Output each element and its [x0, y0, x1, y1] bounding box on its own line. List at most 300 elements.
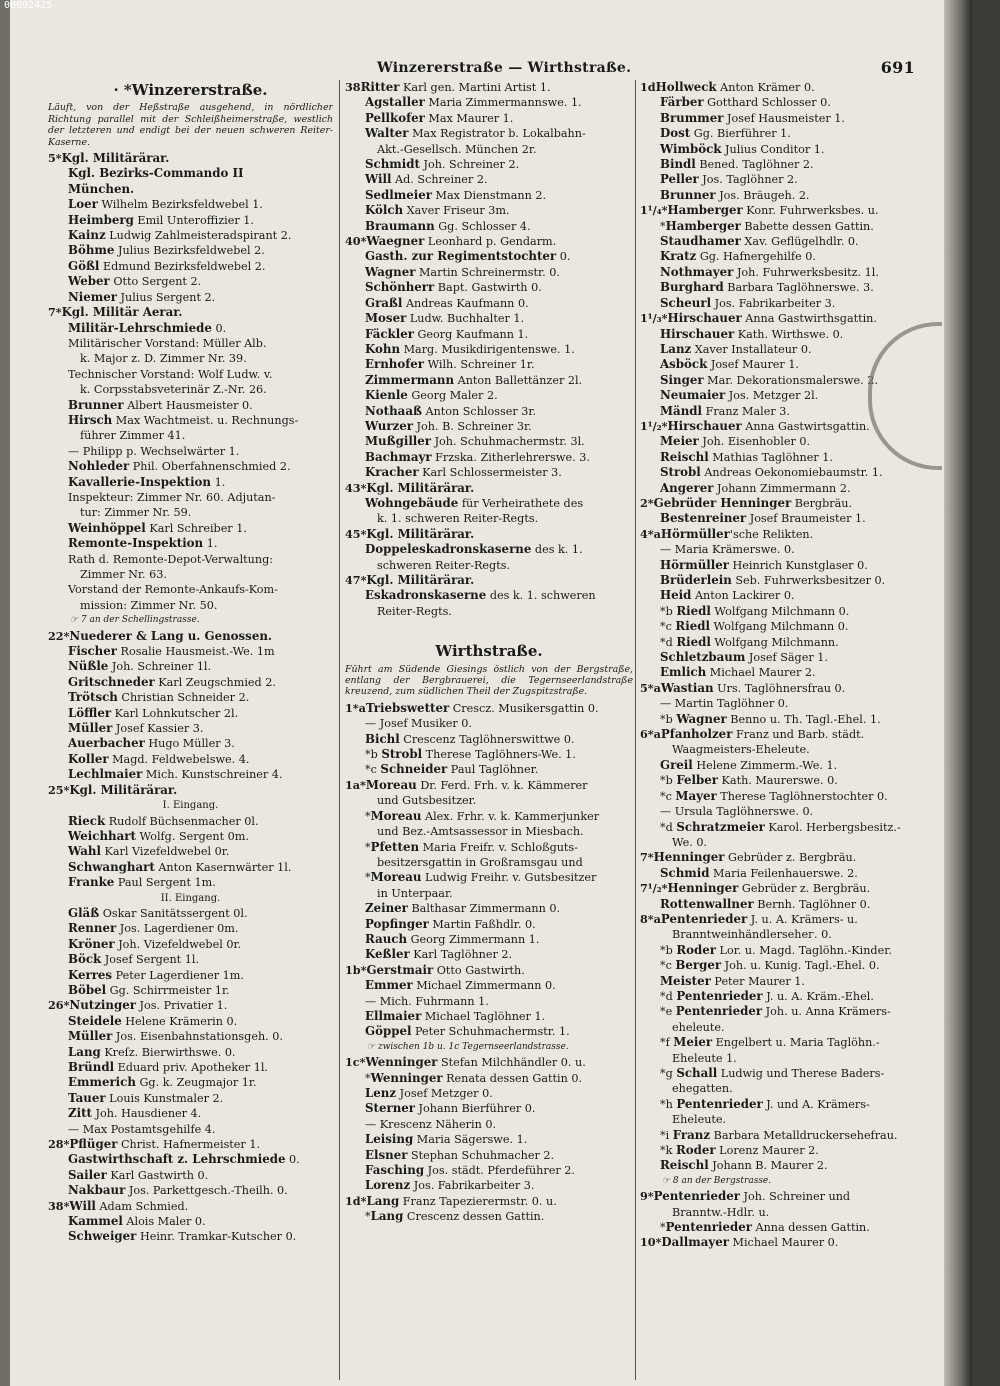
directory-entry [345, 434, 633, 449]
resident-name: Kgl. Bezirks-Commando II [68, 166, 244, 181]
resident-name: Strobl [660, 465, 701, 480]
resident-name: Ellmaier [365, 1008, 422, 1023]
resident-name: Leising [365, 1132, 414, 1147]
entry-detail: * [365, 809, 371, 823]
directory-entry [640, 450, 932, 465]
resident-name: Henninger [653, 850, 725, 865]
directory-entry [640, 481, 932, 496]
house-number: 5* [48, 151, 62, 166]
entry-detail: *c [365, 763, 381, 777]
directory-entry [345, 265, 633, 280]
directory-entry [640, 203, 932, 218]
column-middle [345, 80, 633, 1376]
house-number: 8*a [640, 911, 661, 926]
resident-name: Pentenrieder [676, 988, 763, 1003]
directory-entry [640, 511, 932, 526]
house-number: 7* [48, 305, 62, 320]
directory-entry [640, 665, 932, 680]
entry-detail: Julius Bezirksfeldwebel 2. [114, 244, 265, 258]
directory-entry [345, 373, 633, 388]
entry-detail: * [365, 871, 371, 885]
resident-name: Moreau [365, 777, 417, 792]
entry-detail: Gg. Hafnergehilfe 0. [696, 250, 816, 264]
street-heading: · *Winzererstraße. [113, 81, 268, 99]
entry-detail: Peter Lagerdiener 1m. [112, 968, 244, 982]
directory-entry [640, 588, 932, 603]
directory-entry [345, 481, 633, 496]
directory-entry [48, 675, 333, 690]
street-description: Läuft, von der Heßstraße ausgehend, in nördlicher Richtung parallel mit der Schleißheimerstraße, westlich der letzteren und endigt bei der neuen schweren Reiter-Kaserne. [48, 102, 333, 148]
resident-name: Singer [660, 372, 704, 387]
resident-name: Scheurl [660, 295, 712, 310]
directory-entry [345, 249, 633, 264]
directory-entry [48, 459, 333, 474]
entry-detail: Joh. Eisenhobler 0. [698, 435, 811, 449]
resident-name: Meier [660, 434, 699, 449]
house-number: 22* [48, 628, 70, 643]
directory-entry [345, 886, 633, 901]
directory-entry [345, 80, 633, 95]
resident-name: Sailer [68, 1167, 107, 1182]
resident-name: Reischl [660, 1158, 709, 1173]
entry-detail: Anna Gastwirthsgattin. [741, 312, 877, 326]
entry-detail: J. u. A. Krämers- u. [747, 912, 858, 926]
entry-detail: Rudolf Büchsenmacher 0l. [105, 814, 259, 828]
directory-entry [640, 126, 932, 141]
directory-entry [48, 968, 333, 983]
street-heading: Wirthstraße. [435, 642, 543, 661]
resident-name: Schwanghart [68, 859, 155, 874]
house-number: 1d [640, 80, 656, 94]
resident-name: Zimmermann [365, 372, 455, 387]
directory-entry [345, 1071, 633, 1086]
entry-detail: Gg. Bierführer 1. [690, 127, 791, 141]
entry-detail: Gotthard Schlosser 0. [703, 96, 831, 110]
directory-entry [48, 752, 333, 767]
directory-entry [345, 604, 633, 619]
entry-detail: 0. [211, 321, 227, 335]
entry-detail: Joh. Vizefeldwebel 0r. [114, 937, 242, 951]
directory-entry [640, 1220, 932, 1235]
directory-entry [48, 505, 333, 520]
house-number: 4*a [640, 526, 661, 541]
entry-detail: Joh. u. Kunig. Tagl.-Ehel. 0. [721, 959, 880, 973]
entry-detail: Johann B. Maurer 2. [708, 1159, 828, 1173]
directory-entry [48, 1229, 333, 1244]
entry-detail: Kreſz. Bierwirthswe. 0. [100, 1045, 236, 1059]
directory-entry [345, 327, 633, 342]
entry-detail: *d [660, 635, 677, 649]
entry-detail: Helene Zimmerm.-We. 1. [692, 758, 838, 772]
entry-detail: Josef Säger 1. [745, 651, 828, 665]
directory-entry [640, 296, 932, 311]
entry-detail: Anna Gastwirtsgattin. [741, 419, 870, 433]
entry-detail: des k. 1. [531, 543, 583, 557]
entry-detail: Militärischer Vorstand: Müller Alb. [68, 336, 267, 350]
resident-name: Kavallerie-Inspektion [68, 474, 212, 489]
resident-name: Bründl [68, 1060, 115, 1074]
directory-entry [640, 80, 932, 95]
directory-entry [48, 413, 333, 428]
resident-name: Kgl. Militärärar. [61, 151, 170, 166]
resident-name: Böbel [68, 982, 107, 997]
entry-detail: — Ursula Taglöhnerswe. 0. [660, 805, 814, 819]
resident-name: Staudhamer [660, 234, 741, 249]
directory-entry [640, 943, 932, 958]
resident-name: Kgl. Militär Aerar. [61, 305, 183, 320]
directory-entry [48, 659, 333, 674]
house-number: 43* [345, 480, 367, 495]
entry-detail: Franz Maler 3. [702, 404, 790, 418]
directory-entry [48, 1045, 333, 1060]
directory-entry [640, 650, 932, 665]
directory-entry [48, 274, 333, 289]
directory-entry [345, 1209, 633, 1224]
resident-name: Kölch [365, 203, 404, 218]
entry-detail: Karl Schlossermeister 3. [418, 466, 562, 480]
entry-detail: Josef Sergent 1l. [101, 953, 199, 967]
directory-entry [345, 1132, 633, 1147]
entry-detail: Albert Hausmeister 0. [123, 398, 253, 412]
resident-name: Nuederer & Lang u. Genossen. [69, 628, 273, 643]
entry-detail: Technischer Vorstand: Wolf Ludw. v. [68, 367, 273, 381]
page-title: Winzererstraße — Wirthstraße. [377, 60, 632, 76]
entry-detail: Mathias Taglöhner 1. [708, 450, 833, 464]
entry-detail: k. Corpsstabsveterinär Z.-Nr. 26. [80, 383, 267, 397]
house-number: 1b* [345, 962, 367, 977]
directory-entry [48, 490, 333, 505]
resident-name: Wohngebäude [365, 495, 459, 510]
resident-name: Strobl [381, 747, 423, 762]
entry-detail: Balthasar Zimmermann 0. [407, 902, 561, 916]
street-description: Führt am Südende Giesings östlich von der Bergstraße, entlang der Bergbrauerei, die Tegernseerlandstraße kreuzend, zum südlichen Theil der Zugspitzstraße. [345, 663, 633, 698]
entry-detail: Julius Conditor 1. [721, 142, 825, 156]
entry-detail: Josef Hausmeister 1. [723, 111, 845, 125]
entry-detail: Otto Sergent 2. [109, 275, 202, 289]
resident-name: Weinhöppel [68, 520, 146, 535]
directory-entry [48, 367, 333, 382]
resident-name: Schratzmeier [676, 819, 765, 834]
directory-entry [345, 95, 633, 110]
house-number: 1a* [345, 777, 366, 792]
resident-name: Remonte-Inspektion [68, 536, 204, 551]
entry-detail: Wolfgang Milchmann 0. [709, 620, 849, 634]
entry-detail: Karl Gastwirth 0. [106, 1168, 209, 1182]
directory-entry [640, 527, 932, 542]
entry-detail: Andreas Kaufmann 0. [402, 296, 529, 310]
entry-detail: ehegatten. [672, 1082, 733, 1096]
directory-entry [345, 994, 633, 1009]
directory-entry [48, 582, 333, 597]
resident-name: Schall [676, 1066, 718, 1080]
resident-name: Waegner [366, 234, 425, 249]
entry-detail: eheleute. [672, 1020, 725, 1034]
resident-name: Militär-Lehrschmiede [68, 320, 212, 335]
entry-detail: — Martin Taglöhner 0. [660, 697, 789, 711]
directory-entry [48, 336, 333, 351]
resident-name: Kratz [660, 249, 697, 264]
resident-name: Loer [68, 197, 98, 212]
directory-entry [640, 188, 932, 203]
entry-detail: Phil. Oberfahnenschmied 2. [129, 460, 291, 474]
resident-name: München. [68, 181, 135, 196]
entry-detail: Bergbräu. [791, 496, 853, 510]
resident-name: Roder [676, 942, 716, 957]
directory-entry [48, 382, 333, 397]
resident-name: Gerstmair [366, 962, 434, 977]
resident-name: Brummer [660, 110, 724, 125]
directory-entry [48, 428, 333, 443]
directory-entry [48, 1152, 333, 1167]
directory-entry [48, 475, 333, 490]
directory-entry [48, 321, 333, 336]
resident-name: Walter [365, 126, 409, 141]
resident-name: Kgl. Militärärar. [69, 782, 178, 797]
entry-detail: für Verheirathete des [458, 496, 584, 510]
resident-name: Bachmayr [365, 449, 432, 464]
entry-detail: Georg Kaufmann 1. [413, 327, 529, 341]
entry-detail: Wilh. Schreiner 1r. [424, 358, 535, 372]
directory-entry [345, 234, 633, 249]
directory-entry [345, 172, 633, 187]
entry-detail: Michael Maurer 0. [728, 1236, 839, 1250]
entry-detail: Stefan Milchhändler 0. u. [437, 1056, 586, 1070]
entry-detail: Julius Sergent 2. [116, 290, 216, 304]
house-number: 5*a [640, 680, 661, 695]
resident-name: Wagner [676, 711, 727, 726]
resident-name: Färber [660, 95, 704, 110]
directory-entry [640, 465, 932, 480]
directory-entry [345, 1055, 633, 1070]
entry-detail: Karl Vizefeldwebel 0r. [100, 845, 230, 859]
entry-detail: besitzersgattin in Großramsgau und [377, 855, 583, 869]
entry-detail: des k. 1. schweren [486, 589, 596, 603]
cross-street-note: ☞ 7 an der Schellingstrasse. [70, 615, 200, 626]
entry-detail: Kath. Wirthswe. 0. [734, 327, 844, 341]
entry-detail: 0. [556, 250, 571, 264]
entry-detail: Jos. Taglöhner 2. [698, 173, 798, 187]
entry-detail: Franz und Barb. städt. [732, 728, 865, 742]
entry-detail: Rath d. Remonte-Depot-Verwaltung: [68, 552, 274, 566]
resident-name: Lang [366, 1193, 400, 1208]
directory-entry [48, 1122, 333, 1137]
entry-detail: Dr. Ferd. Frh. v. k. Kämmerer [416, 778, 588, 792]
resident-name: Müller [68, 1029, 113, 1044]
resident-name: Wagner [365, 264, 416, 279]
directory-entry [345, 342, 633, 357]
directory-entry [345, 465, 633, 480]
directory-entry [640, 1189, 932, 1204]
entry-detail: — Josef Musiker 0. [365, 717, 472, 731]
cross-street-note: ☞ zwischen 1b u. 1c Tegernseerlandstrasse. [367, 1041, 569, 1052]
entry-detail: Jos. Fabrikarbeiter 3. [410, 1179, 535, 1193]
entry-detail: Akt.-Gesellsch. München 2r. [377, 142, 537, 156]
resident-name: Franz [672, 1127, 711, 1142]
entry-detail: Therese Taglöhners-We. 1. [422, 748, 576, 762]
resident-name: Eskadronskaserne [365, 588, 487, 603]
house-number: 1¹/₃* [640, 311, 668, 326]
directory-entry [48, 536, 333, 551]
house-number: 45* [345, 526, 367, 541]
entry-detail: Lor. u. Magd. Taglöhn.-Kinder. [715, 943, 892, 957]
resident-name: Pentenrieder [675, 1004, 763, 1019]
entry-detail: Gg. Schlosser 4. [434, 219, 531, 233]
entry-detail: Vorstand der Remonte-Ankaufs-Kom- [68, 583, 278, 597]
resident-name: Kainz [68, 228, 106, 243]
entry-detail: — Mich. Fuhrmann 1. [365, 994, 489, 1008]
directory-entry [640, 712, 932, 727]
directory-entry [640, 1051, 932, 1066]
directory-entry [48, 998, 333, 1013]
directory-entry [48, 952, 333, 967]
resident-name: Agstaller [365, 95, 425, 110]
directory-entry [345, 558, 633, 573]
directory-entry [345, 188, 633, 203]
entry-detail: 1. [211, 475, 226, 489]
directory-entry [640, 1066, 932, 1081]
entry-detail: Maria Freifr. v. Schloßguts- [419, 840, 578, 854]
entrance-label: I. Eingang. [162, 800, 219, 812]
entry-detail: — Maria Krämerswe. 0. [660, 543, 795, 557]
resident-name: Dallmayer [661, 1235, 729, 1250]
resident-name: Auerbacher [68, 736, 145, 751]
directory-entry [640, 635, 932, 650]
resident-name: Gasth. zur Regimentstochter [365, 249, 557, 264]
house-number: 1*a [345, 700, 366, 715]
resident-name: Koller [68, 751, 109, 766]
directory-entry [640, 696, 932, 711]
entry-detail: Maria Sägerswe. 1. [413, 1133, 528, 1147]
directory-entry [48, 444, 333, 459]
entry-detail: k. Major z. D. Zimmer Nr. 39. [80, 352, 247, 366]
resident-name: Peller [660, 172, 699, 187]
resident-name: Tauer [68, 1090, 106, 1105]
directory-entry [640, 974, 932, 989]
directory-entry [345, 542, 633, 557]
directory-entry [640, 1235, 932, 1250]
entry-detail: Heinr. Tramkar-Kutscher 0. [136, 1230, 297, 1244]
directory-entry [345, 296, 633, 311]
resident-name: Greil [660, 757, 693, 772]
resident-name: Braumann [365, 218, 435, 233]
column-right [640, 80, 932, 1376]
resident-name: Franke [68, 875, 115, 890]
entry-detail: und Bez.-Amtsassessor in Miesbach. [377, 825, 584, 839]
entry-detail: Zimmer Nr. 63. [80, 568, 167, 581]
resident-name: Göppel [365, 1024, 412, 1039]
resident-name: Pentenrieder [676, 1096, 763, 1111]
entry-detail: Anna dessen Gattin. [751, 1221, 870, 1235]
resident-name: Meister [660, 973, 711, 988]
directory-entry [48, 1014, 333, 1029]
directory-entry [345, 496, 633, 511]
directory-entry [345, 357, 633, 372]
entry-detail: Leonhard p. Gendarm. [424, 235, 557, 249]
entry-detail: Branntw.-Hdlr. u. [672, 1205, 770, 1219]
entry-detail: *b [660, 943, 677, 957]
resident-name: Nakbaur [68, 1183, 126, 1198]
entry-detail: in Unterpaar. [377, 886, 453, 900]
directory-entry [48, 690, 333, 705]
directory-entry [345, 932, 633, 947]
resident-name: Pentenrieder [665, 1220, 752, 1235]
directory-entry [48, 844, 333, 859]
resident-name: Burghard [660, 280, 724, 295]
house-number: 7¹/₂* [640, 881, 668, 896]
entry-detail: Gg. Schirrmeister 1r. [106, 983, 230, 997]
entry-detail: tur: Zimmer Nr. 59. [80, 506, 192, 520]
entry-detail: Joh. u. Anna Krämers- [762, 1005, 891, 1019]
directory-entry [48, 598, 333, 613]
entry-detail: Alex. Frhr. v. k. Kammerjunker [421, 809, 600, 823]
directory-entry [640, 219, 932, 234]
directory-entry [345, 824, 633, 839]
directory-entry [640, 542, 932, 557]
resident-name: Moreau [370, 808, 422, 823]
entry-detail: Martin Faßhdlr. 0. [428, 917, 536, 931]
directory-entry [640, 897, 932, 912]
house-number: 2* [640, 495, 654, 510]
directory-entry [640, 265, 932, 280]
resident-name: Nutzinger [69, 998, 136, 1013]
entrance-label: II. Eingang. [160, 892, 221, 904]
house-number: 40* [345, 234, 367, 249]
entry-detail: * [660, 1221, 666, 1235]
entry-detail: und Gutsbesitzer. [377, 794, 477, 808]
directory-entry [345, 1194, 633, 1209]
entry-detail: Franz Tapezierermstr. 0. u. [399, 1194, 557, 1208]
directory-entry [48, 921, 333, 936]
directory-entry [48, 721, 333, 736]
directory-page [10, 0, 972, 1386]
entry-detail: Mich. Kunstschreiner 4. [142, 768, 283, 782]
directory-entry [48, 783, 333, 798]
directory-entry [345, 450, 633, 465]
directory-entry [640, 727, 932, 742]
resident-name: Zitt [68, 1106, 92, 1121]
entry-detail: Therese Taglöhnerstochter 0. [716, 789, 888, 803]
directory-entry [640, 1081, 932, 1096]
entry-detail: *c [660, 959, 676, 973]
house-number: 47* [345, 573, 367, 587]
directory-entry [640, 912, 932, 927]
resident-name: Hollweck [655, 80, 717, 94]
entry-detail: *b [660, 712, 677, 726]
entry-detail: Karl gen. Martini Artist 1. [399, 81, 551, 94]
directory-entry [48, 151, 333, 166]
entry-detail: Georg Zimmermann 1. [407, 932, 540, 946]
entry-detail: Rosalie Hausmeist.-We. 1m [116, 645, 275, 659]
entry-detail: * [365, 1071, 371, 1085]
directory-entry [640, 835, 932, 850]
directory-entry [345, 1101, 633, 1116]
resident-name: Weichhart [68, 828, 136, 843]
resident-name: Lang [370, 1209, 404, 1224]
directory-entry [640, 142, 932, 157]
directory-entry [345, 778, 633, 793]
entry-detail: mission: Zimmer Nr. 50. [80, 598, 218, 612]
entry-detail: Kath. Maurerswe. 0. [718, 774, 838, 788]
directory-entry [345, 388, 633, 403]
directory-entry [48, 629, 333, 644]
entry-detail: Anton Ballettänzer 2l. [454, 373, 583, 387]
resident-name: Pfetten [370, 839, 420, 854]
entry-detail: Christ. Hafnermeister 1. [117, 1138, 261, 1152]
entry-detail: Michael Maurer 2. [706, 666, 816, 680]
entry-detail: Joh. Schreiner 2. [419, 158, 520, 172]
entry-detail: — Krescenz Näherin 0. [365, 1117, 496, 1131]
resident-name: Elsner [365, 1147, 408, 1162]
